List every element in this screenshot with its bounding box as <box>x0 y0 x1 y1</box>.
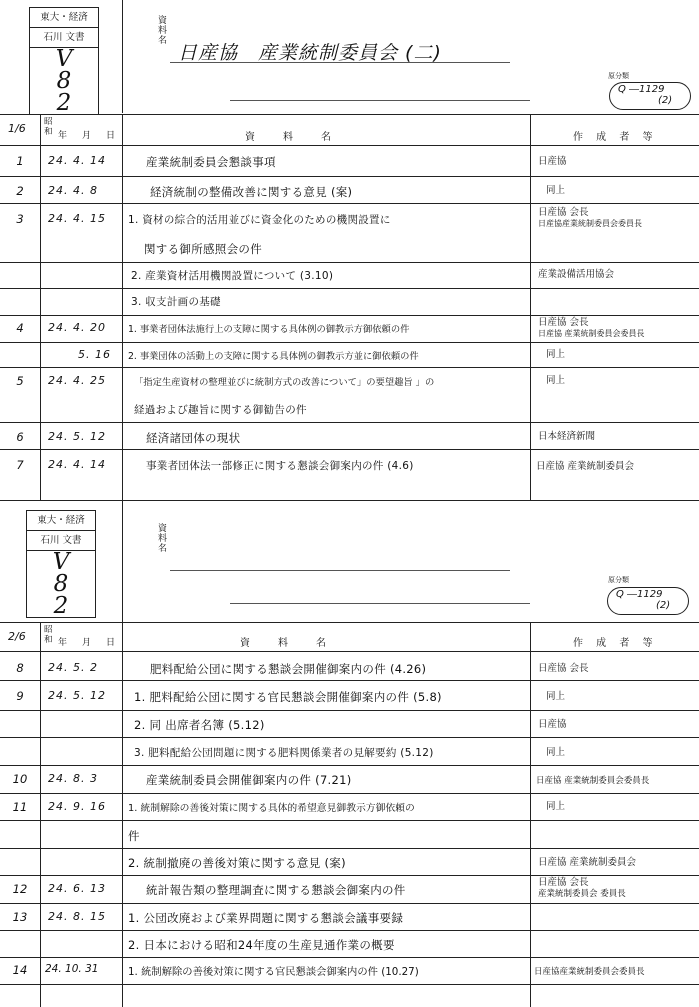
row-author: 日産協 <box>538 156 567 167</box>
classification-sub: (2) <box>656 600 671 611</box>
row-author: 日産協 産業統制委員会委員長 <box>536 776 650 786</box>
row-number: 4 <box>16 321 24 335</box>
material-title: 日産協 産業統制委員会 (二) <box>178 42 442 64</box>
row-date: 24. 8. 15 <box>48 910 106 923</box>
title-column-header: 資 料 名 <box>240 638 335 649</box>
row-date: 24. 5. 12 <box>48 430 106 443</box>
row-title: 1. 統制解除の善後対策に関する官民懇談会御案内の件 (10.27) <box>128 966 419 978</box>
classification-label: 原分類 <box>608 72 629 80</box>
classification-code <box>609 82 691 110</box>
row-title: 統計報告類の整理調査に関する懇談会御案内の件 <box>146 883 406 897</box>
row-title: 肥料配給公団に関する懇談会開催御案内の件 (4.26) <box>150 662 427 676</box>
row-number: 1 <box>16 154 24 168</box>
row-author: 同上 <box>546 801 566 812</box>
stamp-char-3: 2 <box>53 593 69 619</box>
row-author: 日産協 産業統制委員会 <box>538 857 637 868</box>
row-title: 産業統制委員会懇談事項 <box>146 155 276 169</box>
stamp-char-1: V <box>55 46 73 72</box>
row-number: 6 <box>16 430 24 444</box>
row-author: 産業設備活用協会 <box>538 269 615 280</box>
row-title: 2. 事業団体の活動上の支障に関する具体例の御教示方並に御依頼の件 <box>128 351 419 362</box>
row-date: 24. 8. 3 <box>48 772 98 785</box>
row-title: 1. 事業者団体法施行上の支障に関する具体例の御教示方御依頼の件 <box>128 324 410 335</box>
row-author-2: 日産協 産業統制委員会委員長 <box>538 329 645 338</box>
stamp-line-2: 石川 文書 <box>30 28 98 48</box>
row-title: 2. 日本における昭和24年度の生産見通作業の概要 <box>128 938 395 952</box>
row-title: 経過および趣旨に関する御勧告の件 <box>134 404 307 416</box>
material-name-label: 資料名 <box>156 523 166 553</box>
stamp-line-1: 東大・経済 <box>30 8 98 28</box>
archive-stamp <box>26 510 96 618</box>
row-title: 関する御所感照会の件 <box>144 242 262 256</box>
stamp-char-2: 8 <box>56 68 72 94</box>
row-author: 同上 <box>546 185 566 196</box>
row-author: 日産協 <box>538 719 567 730</box>
row-number: 3 <box>16 212 24 226</box>
row-date: 24. 4. 20 <box>48 321 106 334</box>
classification-label: 原分類 <box>608 576 629 584</box>
classification-code-text: Q ―1129 <box>616 589 663 600</box>
row-number: 5 <box>16 374 24 388</box>
row-author: 日産協 産業統制委員会 <box>536 461 635 472</box>
row-date: 24. 10. 31 <box>45 963 99 975</box>
stamp-char-2: 8 <box>53 571 69 597</box>
stamp-char-1: V <box>52 549 70 575</box>
row-author-2: 産業統制委員会 委員長 <box>538 889 626 899</box>
author-column-header: 作 成 者 等 <box>573 638 658 649</box>
row-number: 13 <box>12 910 28 924</box>
row-number: 8 <box>16 661 24 675</box>
row-title: 経済統制の整備改善に関する意見 (案) <box>150 185 353 199</box>
row-title: 3. 肥料配給公団問題に関する肥料関係業者の見解要約 (5.12) <box>134 747 434 759</box>
era-label: 昭和 <box>44 117 53 137</box>
row-title: 「指定生産資材の整理並びに統制方式の改善について」の要望趣旨 」の <box>134 377 435 388</box>
author-column-header: 作 成 者 等 <box>573 132 658 143</box>
sheet-index: 1/6 <box>8 122 26 135</box>
row-author: 同上 <box>546 349 566 360</box>
row-author: 同上 <box>546 747 566 758</box>
row-author: 日産協 会長 <box>538 207 589 218</box>
row-author: 日本経済新聞 <box>538 431 596 442</box>
row-number: 12 <box>12 882 28 896</box>
row-date: 24. 4. 14 <box>48 458 106 471</box>
row-title: 1. 公団改廃および業界問題に関する懇談会議事要録 <box>128 911 404 925</box>
row-title: 2. 産業資材活用機関設置について (3.10) <box>131 270 334 282</box>
row-title: 件 <box>128 829 140 843</box>
row-title: 2. 統制撤廃の善後対策に関する意見 (案) <box>128 856 346 870</box>
row-date: 24. 6. 13 <box>48 882 106 895</box>
row-number: 10 <box>12 772 28 786</box>
row-date: 24. 4. 15 <box>48 212 106 225</box>
row-author: 日産協 会長 <box>538 317 589 328</box>
classification-code-text: Q ―1129 <box>618 84 665 95</box>
date-column-header: 年 月 日 <box>58 638 119 648</box>
stamp-line-2: 石川 文書 <box>27 531 95 551</box>
stamp-char-3: 2 <box>56 90 72 116</box>
date-column-header: 年 月 日 <box>58 131 119 141</box>
row-date: 24. 4. 8 <box>48 184 98 197</box>
row-number: 7 <box>16 458 24 472</box>
row-date: 24. 4. 25 <box>48 374 106 387</box>
era-label: 昭和 <box>44 625 53 645</box>
row-title: 3. 収支計画の基礎 <box>131 296 221 308</box>
row-title: 1. 肥料配給公団に関する官民懇談会開催御案内の件 (5.8) <box>134 690 442 704</box>
row-date: 24. 9. 16 <box>48 800 106 813</box>
material-name-label: 資料名 <box>156 15 166 45</box>
row-title: 経済諸団体の現状 <box>146 431 241 445</box>
title-column-header: 資 料 名 <box>245 132 340 143</box>
row-number: 2 <box>16 184 24 198</box>
row-title: 2. 同 出席者名簿 (5.12) <box>134 718 265 732</box>
classification-sub: (2) <box>658 95 673 106</box>
row-author: 同上 <box>546 691 566 702</box>
row-author-2: 日産協産業統制委員会委員長 <box>538 219 642 228</box>
classification-code <box>607 587 689 615</box>
row-author: 日産協産業統制委員会委員長 <box>534 967 645 977</box>
row-number: 14 <box>12 963 28 977</box>
row-title: 事業者団体法一部修正に関する懇談会御案内の件 (4.6) <box>146 460 414 472</box>
row-title: 1. 統制解除の善後対策に関する具体的希望意見御教示方御依頼の <box>128 803 415 814</box>
row-author: 日産協 会長 <box>538 663 589 674</box>
sheet-index: 2/6 <box>8 630 26 643</box>
row-date: 24. 5. 12 <box>48 689 106 702</box>
stamp-line-1: 東大・経済 <box>27 511 95 531</box>
row-number: 9 <box>16 689 24 703</box>
row-author: 日産協 会長 <box>538 877 589 888</box>
row-date: 24. 4. 14 <box>48 154 106 167</box>
row-title: 1. 資材の綜合的活用並びに資金化のための機関設置に <box>128 214 391 226</box>
row-date: 24. 5. 2 <box>48 661 98 674</box>
row-number: 11 <box>12 800 28 814</box>
archive-stamp <box>29 7 99 115</box>
row-title: 産業統制委員会開催御案内の件 (7.21) <box>146 773 352 787</box>
row-author: 同上 <box>546 375 566 386</box>
row-date: 5. 16 <box>78 348 111 361</box>
